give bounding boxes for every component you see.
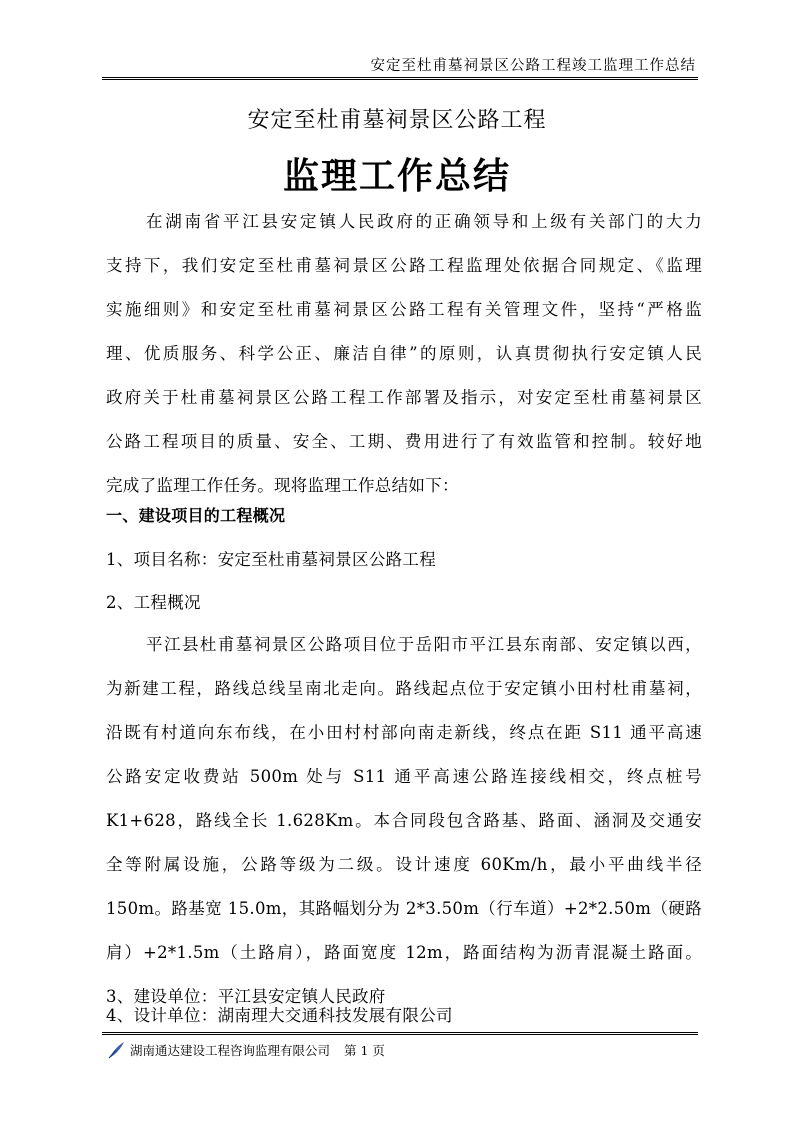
overview-line: 150m。路基宽 15.0m，其路幅划分为 2*3.50m（行车道）+2*2.50m（硬路 (106, 899, 702, 918)
header-title: 安定至杜甫墓祠景区公路工程竣工监理工作总结 (370, 58, 696, 74)
document-subtitle: 安定至杜甫墓祠景区公路工程 (247, 108, 547, 133)
overview-line: K1+628，路线全长 1.628Km。本合同段包含路基、路面、涵洞及交通安 (106, 811, 702, 830)
section-heading: 一、建设项目的工程概况 (106, 506, 286, 525)
overview-line: 肩）+2*1.5m（土路肩），路面宽度 12m，路面结构为沥青混凝土路面。 (106, 943, 702, 962)
overview-line: 全等附属设施，公路等级为二级。设计速度 60Km/h，最小平曲线半径 (106, 855, 702, 874)
intro-line: 在湖南省平江县安定镇人民政府的正确领导和上级有关部门的大力 (146, 212, 702, 231)
footer-company: 湖南通达建设工程咨询监理有限公司 (130, 1043, 331, 1058)
page-footer (106, 1040, 385, 1060)
footer-divider (102, 1032, 698, 1035)
item-project-name: 1、项目名称：安定至杜甫墓祠景区公路工程 (106, 550, 436, 569)
item-owner: 3、建设单位：平江县安定镇人民政府 (106, 987, 386, 1006)
overview-line: 平江县杜甫墓祠景区公路项目位于岳阳市平江县东南部、安定镇以西， (146, 635, 702, 654)
intro-line: 公路工程项目的质量、安全、工期、费用进行了有效监管和控制。较好地 (106, 432, 702, 451)
overview-line: 沿既有村道向东布线，在小田村村部向南走新线，终点在距 S11 通平高速 (106, 723, 702, 742)
intro-line: 支持下，我们安定至杜甫墓祠景区公路工程监理处依据合同规定、《监理 (106, 256, 702, 275)
document-title: 监理工作总结 (282, 156, 511, 197)
item-designer: 4、设计单位：湖南理大交通科技发展有限公司 (106, 1006, 453, 1025)
overview-line: 公路安定收费站 500m 处与 S11 通平高速公路连接线相交，终点桩号 (106, 767, 702, 786)
intro-line: 政府关于杜甫墓祠景区公路工程工作部署及指示，对安定至杜甫墓祠景区 (106, 388, 702, 407)
intro-line: 完成了监理工作任务。现将监理工作总结如下： (106, 476, 459, 495)
overview-line: 为新建工程，路线总线呈南北走向。路线起点位于安定镇小田村杜甫墓祠， (106, 679, 702, 698)
intro-line: 实施细则》和安定至杜甫墓祠景区公路工程有关管理文件，坚持“严格监 (106, 300, 702, 319)
intro-line: 理、优质服务、科学公正、廉洁自律”的原则，认真贯彻执行安定镇人民 (106, 344, 702, 363)
header-divider (102, 77, 698, 80)
item-overview: 2、工程概况 (106, 593, 201, 612)
quill-icon (106, 1040, 126, 1060)
page-number: 第 1 页 (344, 1043, 385, 1058)
